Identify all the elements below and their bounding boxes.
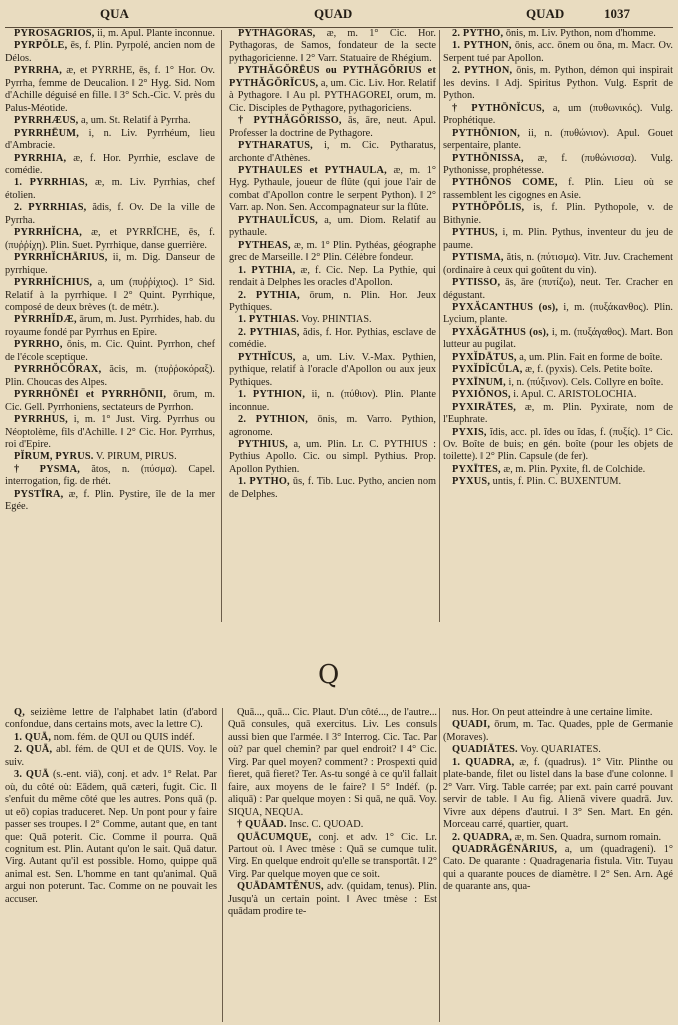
header-center-word: QUAD bbox=[314, 6, 353, 21]
entry-headword: PYTHUS, bbox=[452, 227, 498, 239]
dictionary-column-5 bbox=[228, 707, 437, 1022]
column-divider bbox=[439, 708, 440, 1022]
dictionary-entry bbox=[5, 364, 215, 389]
section-letter: Q bbox=[318, 660, 340, 690]
header-left-word: QUA bbox=[100, 6, 129, 21]
entry-definition: a, um (πυῤῥίχιος). 1° Sid. Relatif à la pyrrhique. ‖ 2° Quint. Pyrrhique, composé de deux brèves (t. de métr.). bbox=[5, 277, 215, 313]
entry-headword: 2. PYTHO, bbox=[452, 28, 504, 39]
entry-definition: conj. et adv. 1° Cic. Lr. Partout où. ‖ Avec tmèse : Quā se cumque tulit. Virg. En quelque endroit qu'elle se transportât. ‖ 2° Virg. Par quelque moyen que ce soit. bbox=[228, 831, 437, 880]
entry-headword: 2. PYTHIAS, bbox=[238, 326, 300, 338]
entry-headword: PYTHĂGŎRĒUS ou PYTHĂGŎRIUS et PYTHĂGŎRĬCUS, bbox=[229, 65, 436, 89]
entry-definition: f. Plin. Lieu où se rassemblent les cigognes en Asie. bbox=[443, 177, 673, 201]
dictionary-entry bbox=[443, 476, 673, 488]
entry-definition: ōnis, m. Cic. Quint. Pyrrhon, chef de l'école sceptique. bbox=[5, 339, 215, 363]
dictionary-entry bbox=[443, 302, 673, 327]
entry-headword: QUĀCUMQUE, bbox=[237, 831, 312, 843]
entry-definition: Quā..., quā... Cic. Plaut. D'un côté..., de l'autre... Quā consules, quā exercitus. Liv. Les consuls aussi bien que l'armée. ‖ 3° Interrog. Cic. Tac. Par où? par quel chemin? par quel endroit? ‖ 4° Cic. Virg. Par quel moyen? comment? : Prospexti quid fieret, quā fieret? Ter. As-tu songé à ce qu'il fallait faire, aux moyens de le faire? ‖ 5° Indéf. (p. aliquā) : Par quelque moyen : Si quā, ne quā. Voy. SIQUA, NEQUA. bbox=[228, 707, 437, 818]
entry-headword: † QUĀAD. bbox=[237, 819, 287, 831]
entry-headword: † PYSMA, bbox=[14, 463, 81, 475]
entry-headword: 3. QUĀ bbox=[14, 769, 50, 781]
entry-definition: nom. fém. de QUI ou QUIS indéf. bbox=[51, 731, 195, 743]
entry-definition: æ, f. Cic. Nep. La Pythie, qui rendait à Delphes les oracles d'Apollon. bbox=[229, 264, 436, 289]
entry-definition: a, um. Liv. V.-Max. Pythien, pythique, relatif à l'oracle d'Apollon ou aux jeux Pythiques. bbox=[229, 351, 436, 388]
entry-headword: PYTISSO, bbox=[452, 277, 501, 289]
entry-definition: ōrum, m. Tac. Quades, pple de Germanie (Moraves). bbox=[443, 719, 673, 743]
entry-headword: † PYTHŌNĬCUS, bbox=[452, 102, 545, 114]
dictionary-entry bbox=[443, 402, 673, 427]
entry-definition: i. Apul. C. ARISTOLOCHIA. bbox=[510, 389, 637, 401]
dictionary-entry bbox=[229, 414, 436, 439]
dictionary-entry bbox=[443, 744, 673, 756]
dictionary-entry bbox=[443, 707, 673, 719]
dictionary-entry bbox=[443, 427, 673, 464]
dictionary-entry bbox=[5, 128, 215, 153]
entry-definition: i, n. Liv. Pyrrhéum, lieu d'Ambracie. bbox=[5, 127, 215, 152]
entry-headword: 1. PYTHON, bbox=[452, 40, 512, 52]
entry-headword: 2. QUĀ, bbox=[14, 744, 53, 756]
dictionary-entry bbox=[5, 707, 217, 732]
dictionary-entry bbox=[229, 115, 436, 140]
dictionary-entry bbox=[443, 377, 673, 389]
dictionary-entry bbox=[443, 177, 673, 202]
dictionary-entry bbox=[5, 115, 215, 127]
entry-headword: PYRRHÆUS, bbox=[14, 115, 79, 127]
entry-headword: PYRRHUS, bbox=[14, 414, 68, 426]
dictionary-entry bbox=[229, 476, 436, 501]
entry-headword: PYRRHĬCHA, bbox=[14, 227, 83, 239]
dictionary-entry bbox=[5, 252, 215, 277]
dictionary-entry bbox=[5, 489, 215, 514]
dictionary-entry bbox=[443, 202, 673, 227]
entry-definition: a, um. Plin. Fait en forme de boîte. bbox=[516, 351, 663, 363]
entry-definition: i, m. Plin. Pythus, inventeur du jeu de paume. bbox=[443, 227, 673, 251]
entry-headword: 2. PYTHIA, bbox=[238, 289, 300, 301]
dictionary-entry bbox=[5, 732, 217, 744]
entry-definition: i, m. Cic. Pytharatus, archonte d'Athènes. bbox=[229, 140, 436, 164]
entry-definition: ōnis, m. Varro. Pythion, agronome. bbox=[229, 414, 436, 438]
dictionary-entry bbox=[443, 252, 673, 277]
entry-headword: PĬRUM, PYRUS. bbox=[14, 451, 94, 463]
dictionary-entry bbox=[229, 240, 436, 265]
entry-headword: PYRRHA, bbox=[14, 65, 63, 77]
entry-definition: æ, m. 1° Hyg. Pythaule, joueur de flûte (qui joue l'air de combat d'Apollon contre le serpent Python). ‖ 2° Varr. ap. Non. Sen. Accompagnateur sur la flûte. bbox=[229, 164, 436, 214]
header-right-word: QUAD bbox=[526, 6, 565, 21]
dictionary-entry bbox=[229, 28, 436, 65]
entry-definition: a, um. Plin. Lr. C. PYTHIUS : Pythius Apollo. Cic. ou simpl. Pythius. Prop. Apollon Pythien. bbox=[229, 438, 436, 475]
entry-headword: PYRRHIA, bbox=[14, 152, 67, 164]
dictionary-entry bbox=[443, 65, 673, 102]
entry-headword: PYRRHĒUM, bbox=[14, 127, 80, 139]
dictionary-entry bbox=[443, 153, 673, 178]
dictionary-entry bbox=[443, 128, 673, 153]
entry-definition: (s.-ent. viā), conj. et adv. 1° Relat. Par où, du côté où: Eādem, quā cæteri, fugit. Cic. Il s'enfuit du même côté que les autres. Pons quā (p. ut eō) copias traduceret. Nep. Un pont pour y faire passer ses troupes. ‖ 2° Comme, autant que, en tant que: Quā poterit. Cic. Comme il pourra. Quā cognitum est. Plin. Autant qu'on le sait. Quā datur. Virg. Autant qu'il est possible. Homo, quippe quā animal est. Sen. L'homme en tant qu'animal. Quā argui non poterunt. Tac. Comme on ne pouvait les accuser. bbox=[5, 769, 217, 905]
entry-headword: PYRRHĬCHĀRIUS, bbox=[14, 252, 108, 264]
dictionary-entry bbox=[443, 844, 673, 894]
entry-definition: a, um. St. Relatif à Pyrrha. bbox=[78, 115, 191, 127]
entry-headword: PYXIRĀTES, bbox=[452, 401, 517, 413]
column-divider bbox=[222, 708, 223, 1022]
entry-headword: 1. QUADRA, bbox=[452, 756, 515, 768]
entry-headword: PYXĂGĀTHUS (os), bbox=[452, 326, 549, 338]
entry-definition: i, n. (πύξινον). Cels. Collyre en boîte. bbox=[505, 376, 664, 388]
entry-definition: untis, f. Plin. C. BUXENTUM. bbox=[490, 476, 622, 488]
dictionary-entry bbox=[443, 40, 673, 65]
entry-definition: ōnis, m. Python, démon qui inspirait les devins. ‖ Adj. Spiritus Python. Vulg. Esprit de Python. bbox=[443, 65, 673, 102]
entry-definition: æ, f. Hor. Pyrrhie, esclave de comédie. bbox=[5, 152, 215, 176]
entry-definition: Voy. PHINTIAS. bbox=[298, 314, 372, 326]
dictionary-entry bbox=[229, 439, 436, 476]
dictionary-entry bbox=[5, 464, 215, 489]
dictionary-entry bbox=[5, 227, 215, 252]
entry-headword: QUADRĀGĒNĀRIUS, bbox=[452, 843, 558, 855]
entry-headword: PYTHĂGŎRAS, bbox=[238, 28, 316, 39]
entry-definition: i, m. 1° Just. Virg. Pyrrhus ou Néoptolème, fils d'Achille. ‖ 2° Cic. Hor. Pyrrhus, roi d'Epire. bbox=[5, 414, 215, 450]
entry-headword: 2. PYRRHIAS, bbox=[14, 202, 87, 214]
dictionary-entry bbox=[443, 364, 673, 376]
dictionary-entry bbox=[5, 277, 215, 314]
entry-headword: PYXUS, bbox=[452, 476, 491, 488]
entry-definition: is, f. Plin. Pythopole, v. de Bithynie. bbox=[443, 202, 673, 226]
entry-headword: PYTHŌNISSA, bbox=[452, 152, 524, 164]
entry-headword: 2. PYTHON, bbox=[452, 65, 513, 77]
entry-definition: ădis, f. Hor. Pythias, esclave de comédie. bbox=[229, 326, 436, 351]
column-divider bbox=[221, 30, 222, 622]
dictionary-entry bbox=[229, 327, 436, 352]
entry-definition: ĭdis, acc. pl. ĭdes ou ĭdas, f. (πυξίς). 1° Cic. Ov. Boîte de buis; en gén. boîte (pour les objets de toilette). ‖ 2° Plin. Capsule (de fer). bbox=[443, 426, 673, 463]
entry-headword: PYXĪNUM, bbox=[452, 376, 506, 388]
page-header bbox=[0, 6, 678, 28]
entry-headword: PYRRHĬCHIUS, bbox=[14, 277, 93, 289]
entry-definition: i, m. (πυξάκανθος). Plin. Lycium, plante. bbox=[443, 301, 673, 326]
dictionary-entry bbox=[228, 832, 437, 882]
entry-headword: PYRRHĬDÆ, bbox=[14, 314, 77, 326]
entry-headword: 2. QUADRA, bbox=[452, 831, 513, 843]
entry-definition: i, m. (πυξάγαθος). Mart. Bon lutteur au pugilat. bbox=[443, 326, 673, 351]
dictionary-entry bbox=[5, 28, 215, 40]
entry-headword: PYXIS, bbox=[452, 426, 487, 438]
entry-definition: adv. (quidam, tenus). Plin. Jusqu'à un certain point. ‖ Avec tmèse : Est quādam prodire te- bbox=[228, 881, 437, 918]
entry-headword: 1. PYTHIA, bbox=[238, 264, 296, 276]
entry-definition: a, um. Diom. Relatif au pythaule. bbox=[229, 214, 436, 239]
entry-headword: QUĀDAMTĔNUS, bbox=[237, 881, 324, 893]
entry-definition: ădis, f. Ov. De la ville de Pyrrha. bbox=[5, 202, 215, 226]
entry-definition: ārum, m. Just. Pyrrhides, hab. du royaume fondé par Pyrrhus en Epire. bbox=[5, 314, 215, 338]
entry-headword: PYTHAULES et PYTHAULA, bbox=[238, 164, 387, 176]
entry-definition: ii, m. Dig. Danseur de pyrrhique. bbox=[5, 252, 215, 276]
dictionary-entry bbox=[443, 757, 673, 832]
entry-definition: ōrum, m. Cic. Gell. Pyrrhoniens, sectateurs de Pyrrhon. bbox=[5, 389, 215, 413]
entry-definition: ătis, n. (πύτισμα). Vitr. Juv. Crachement (ordinaire à ceux qui goûtent du vin). bbox=[443, 252, 673, 276]
entry-definition: ōnis, acc. ōnem ou ōna, m. Macr. Ov. Serpent tué par Apollon. bbox=[443, 40, 673, 64]
dictionary-entry bbox=[229, 352, 436, 389]
entry-definition: ās, āre, neut. Apul. Professer la doctrine de Pythagore. bbox=[229, 115, 436, 139]
dictionary-entry bbox=[443, 28, 673, 40]
dictionary-entry bbox=[229, 265, 436, 290]
entry-definition: ūs, f. Tib. Luc. Pytho, ancien nom de Delphes. bbox=[229, 476, 436, 500]
entry-definition: æ, m. Plin. Pyxite, fl. de Colchide. bbox=[500, 463, 646, 475]
entry-headword: PYTHŎPŎLIS, bbox=[452, 202, 525, 214]
dictionary-entry bbox=[5, 153, 215, 178]
entry-definition: a, um (quadrageni). 1° Cato. De quarante : Quadragenaria fistula. Vitr. Tuyau qui a quarante pouces de diamètre. ‖ 2° Sen. Arn. Agé de quarante ans, qua- bbox=[443, 843, 673, 893]
dictionary-entry bbox=[229, 314, 436, 326]
dictionary-entry bbox=[228, 881, 437, 918]
entry-headword: PYRPŎLE, bbox=[14, 40, 68, 52]
column-divider bbox=[439, 30, 440, 622]
entry-definition: Voy. QUARIATES. bbox=[517, 744, 601, 756]
dictionary-entry bbox=[443, 327, 673, 352]
entry-definition: a, um. Cic. Liv. Hor. Relatif à Pythagore. ‖ Au pl. PYTHAGOREI, orum, m. Cic. Disciples de Pythagore, pythagoriciens. bbox=[229, 77, 436, 114]
dictionary-entry bbox=[5, 65, 215, 115]
dictionary-entry bbox=[228, 707, 437, 819]
entry-definition: nus. Hor. On peut atteindre à une certaine limite. bbox=[452, 707, 653, 718]
entry-headword: PYRRHŌNĒI et PYRRHŌNII, bbox=[14, 389, 167, 401]
dictionary-entry bbox=[443, 352, 673, 364]
entry-headword: PYXIŎNOS, bbox=[452, 389, 511, 401]
entry-definition: æ, f. (pyxis). Cels. Petite boîte. bbox=[522, 364, 653, 376]
entry-headword: QUADIĀTES. bbox=[452, 744, 518, 756]
entry-definition: æ, f. (quadrus). 1° Vitr. Plinthe ou plate-bande, filet ou listel dans la base d'une colonne. ‖ 2° Varr. Virg. Table carrée; par ext. pain carré pouvant servir de table. ‖ Au fig. Alienā vivere quadrā. Juv. Vivre aux dépens d'autrui. ‖ 3° Sen. Mart. En gén. Morceau carré, quartier, quart. bbox=[443, 756, 673, 831]
entry-definition: ōrum, n. Plin. Hor. Jeux Pythiques. bbox=[229, 289, 436, 313]
dictionary-entry bbox=[443, 277, 673, 302]
dictionary-entry bbox=[443, 389, 673, 401]
dictionary-entry bbox=[5, 202, 215, 227]
entry-headword: PYTHŌNOS COME, bbox=[452, 177, 558, 189]
entry-headword: PYTHAULĬCUS, bbox=[238, 214, 318, 226]
dictionary-entry bbox=[229, 65, 436, 115]
entry-headword: PYTHIUS, bbox=[238, 438, 288, 450]
dictionary-entry bbox=[5, 40, 215, 65]
dictionary-entry bbox=[5, 744, 217, 769]
entry-definition: æ, f. (πυθώνισσα). Vulg. Pythonisse, prophétesse. bbox=[443, 152, 673, 176]
entry-definition: æ, m. Sen. Quadra, surnom romain. bbox=[512, 831, 662, 843]
dictionary-entry bbox=[5, 389, 215, 414]
dictionary-entry bbox=[229, 389, 436, 414]
entry-definition: æ, m. Plin. Pyxirate, nom de l'Euphrate. bbox=[443, 401, 673, 426]
entry-headword: 1. PYTHO, bbox=[238, 476, 290, 488]
entry-headword: PYRRHŎCŎRAX, bbox=[14, 364, 102, 376]
dictionary-entry bbox=[5, 769, 217, 906]
dictionary-entry bbox=[5, 314, 215, 339]
entry-definition: æ, f. Plin. Pystire, île de la mer Egée. bbox=[5, 488, 215, 513]
entry-definition: ēs, f. Plin. Pyrpolé, ancien nom de Délos. bbox=[5, 40, 215, 64]
dictionary-entry bbox=[443, 227, 673, 252]
entry-headword: 2. PYTHION, bbox=[238, 414, 308, 426]
entry-headword: PYXĪTES, bbox=[452, 463, 501, 475]
entry-definition: Insc. C. QUOAD. bbox=[286, 819, 364, 831]
entry-definition: a, um (πυθωνικός). Vulg. Prophétique. bbox=[443, 102, 673, 127]
entry-headword: † PYTHĂGŎRISSO, bbox=[238, 115, 342, 127]
dictionary-entry bbox=[443, 464, 673, 476]
entry-headword: PYROSAGRIOS, bbox=[14, 28, 95, 39]
entry-headword: PYTHĬCUS, bbox=[238, 351, 296, 363]
entry-headword: PYXĂCANTHUS (os), bbox=[452, 301, 559, 313]
entry-headword: 1. QUĀ, bbox=[14, 731, 52, 743]
entry-definition: abl. fém. de QUI et de QUIS. Voy. le suiv. bbox=[5, 744, 217, 768]
entry-headword: PYTISMA, bbox=[452, 252, 504, 264]
dictionary-column-4 bbox=[5, 707, 217, 1022]
entry-definition: ās, āre (πυτίζω), neut. Ter. Cracher en dégustant. bbox=[443, 277, 673, 301]
dictionary-entry bbox=[443, 103, 673, 128]
dictionary-entry bbox=[229, 140, 436, 165]
dictionary-entry bbox=[443, 832, 673, 844]
entry-headword: PYTHEAS, bbox=[238, 239, 291, 251]
entry-headword: PYTHŌNION, bbox=[452, 127, 521, 139]
dictionary-column-6 bbox=[443, 707, 673, 1022]
entry-definition: æ, m. 1° Cic. Hor. Pythagoras, de Samos, fondateur de la secte pythagoricienne. ‖ 2° Varr. Statuaire de Rhégium. bbox=[229, 28, 436, 64]
entry-definition: ii, m. Apul. Plante inconnue. bbox=[94, 28, 215, 39]
entry-headword: PYXĬDĬCŬLA, bbox=[452, 364, 523, 376]
dictionary-entry bbox=[229, 215, 436, 240]
entry-definition: ăcis, m. (πυῤῥοκόραξ). Plin. Choucas des Alpes. bbox=[5, 364, 215, 388]
dictionary-entry bbox=[5, 451, 215, 463]
entry-headword: 1. PYTHIAS. bbox=[238, 314, 299, 326]
entry-headword: 1. PYRRHIAS, bbox=[14, 177, 88, 189]
entry-headword: 1. PYTHION, bbox=[238, 389, 306, 401]
dictionary-column-3 bbox=[443, 28, 673, 620]
entry-definition: ătos, n. (πύσμα). Capel. interrogation, fig. de rhét. bbox=[5, 463, 215, 488]
entry-headword: Q, bbox=[14, 707, 25, 718]
entry-definition: æ, et PYRRĬCHE, ēs, f. (πυῤῥίχη). Plin. Suet. Pyrrhique, danse guerrière. bbox=[5, 227, 215, 251]
entry-definition: æ, et PYRRHE, ēs, f. 1° Hor. Ov. Pyrrha, femme de Deucalion. ‖ 2° Hyg. Sid. Nom d'Achille déguisé en fille. ‖ 3° Sch.-Cic. V. près du Palus-Méotide. bbox=[5, 65, 215, 114]
entry-headword: QUADI, bbox=[452, 719, 491, 731]
dictionary-column-1 bbox=[5, 28, 215, 620]
dictionary-entry bbox=[5, 414, 215, 451]
entry-headword: PYRRHO, bbox=[14, 339, 63, 351]
entry-definition: ii, n. (πύθιον). Plin. Plante inconnue. bbox=[229, 389, 436, 413]
dictionary-entry bbox=[228, 819, 437, 831]
dictionary-entry bbox=[443, 719, 673, 744]
dictionary-entry bbox=[5, 339, 215, 364]
entry-headword: PYXĬDĀTUS, bbox=[452, 351, 517, 363]
dictionary-entry bbox=[5, 177, 215, 202]
entry-definition: ōnis, m. Liv. Python, nom d'homme. bbox=[503, 28, 656, 39]
entry-definition: ii, n. (πυθώνιον). Apul. Gouet serpentaire, plante. bbox=[443, 127, 673, 152]
dictionary-entry bbox=[229, 165, 436, 215]
entry-definition: seizième lettre de l'alphabet latin (d'abord confondue, dans certains mots, avec la lettre C). bbox=[5, 707, 217, 731]
dictionary-entry bbox=[229, 290, 436, 315]
entry-definition: V. PIRUM, PIRUS. bbox=[93, 451, 177, 463]
entry-definition: æ, m. Liv. Pyrrhias, chef étolien. bbox=[5, 177, 215, 201]
dictionary-column-2 bbox=[229, 28, 436, 620]
entry-definition: æ, m. 1° Plin. Pythéas, géographe grec de Marseille. ‖ 2° Plin. Célèbre fondeur. bbox=[229, 239, 436, 264]
page-number: 1037 bbox=[604, 6, 630, 21]
entry-headword: PYTHARATUS, bbox=[238, 140, 313, 152]
entry-headword: PYSTĪRA, bbox=[14, 488, 64, 500]
